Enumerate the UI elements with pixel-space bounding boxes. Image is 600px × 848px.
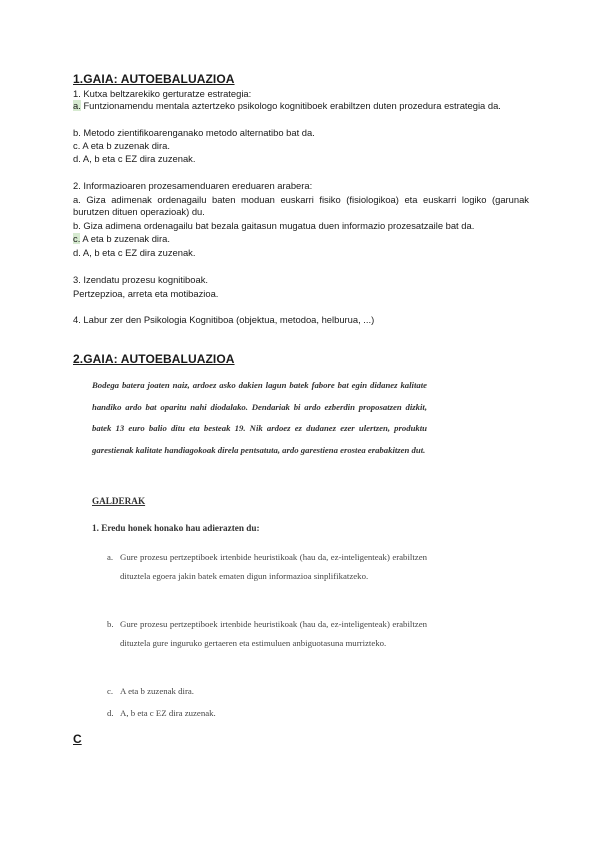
- section1-title: 1.GAIA: AUTOEBALUAZIOA: [73, 72, 235, 86]
- q1-option-d: d. A, b eta c EZ dira zuzenak.: [73, 153, 196, 164]
- q1-option-c: c. A eta b zuzenak dira.: [73, 140, 170, 151]
- option-text: A, b eta c EZ dira zuzenak.: [120, 708, 216, 718]
- option-text: A eta b zuzenak dira.: [120, 686, 195, 696]
- q3-stem: 3. Izendatu prozesu kognitiboak.: [73, 274, 208, 285]
- case-answer: C: [73, 732, 82, 746]
- option-letter: c.: [107, 686, 114, 696]
- q2-option-b: b. Giza adimena ordenagailu bat bezala gaitasun mugatua duen informazio prozesatzaile bat da.: [73, 220, 475, 231]
- case-option-c: [107, 682, 427, 701]
- q1-stem: 1. Kutxa beltzarekiko gerturatze estrategia:: [73, 88, 252, 99]
- case-question-1: 1. Eredu honek honako hau adierazten du:: [92, 523, 260, 533]
- q2-option-c-marker: c.: [73, 233, 81, 244]
- option-text: Gure prozesu pertzeptiboek irtenbide heuristikoak (hau da, ez-inteligenteak) erabiltzen dituztela gure inguruko gertaeren eta estimuluen anbiguotasuna murrizteko.: [120, 619, 427, 648]
- case-passage: Bodega batera joaten naiz, ardoez asko dakien lagun batek fabore bat egin didanez kalitate handiko ardo bat oparitu nahi diodalako. Dendariak bi ardo ezberdin proposatzen dizkit, batek 13 euro balio ditu eta besteak 19. Nik ardoez ez dudanez ezer ulertzen, produktu garestienak kalitate handiagokoak direla pentsatuta, ardo garestiena erostea erabakitzen dut.: [92, 380, 427, 455]
- q2-option-d: d. A, b eta c EZ dira zuzenak.: [73, 247, 196, 258]
- section2-title: 2.GAIA: AUTOEBALUAZIOA: [73, 352, 235, 366]
- q4-stem: 4. Labur zer den Psikologia Kognitiboa (objektua, metodoa, helburua, ...): [73, 314, 375, 325]
- case-option-d: [107, 704, 427, 723]
- q1-option-a: [73, 100, 529, 112]
- option-letter: a.: [107, 552, 114, 562]
- case-option-b: [107, 615, 427, 653]
- q1-option-a-text: Funtzionamendu mentala aztertzeko psikologo kognitiboek erabiltzen duten prozedura estrategia da.: [83, 100, 501, 111]
- option-text: Gure prozesu pertzeptiboek irtenbide heuristikoak (hau da, ez-inteligenteak) erabiltzen dituztela egoera jakin batek ematen digun informazioa sinplifikatzeko.: [120, 552, 427, 581]
- q2-option-a: a. Giza adimenak ordenagailu baten moduan euskarri fisiko (fisiologikoa) eta euskarri logiko (garunak burutzen dituen operazioak) du.: [73, 194, 529, 217]
- q1-option-a-marker: a.: [73, 100, 81, 111]
- q2-stem: 2. Informazioaren prozesamenduaren ereduaren arabera:: [73, 180, 313, 191]
- q2-option-c: [73, 233, 170, 245]
- q3-answer: Pertzepzioa, arreta eta motibazioa.: [73, 288, 219, 299]
- case-option-a: [107, 548, 427, 586]
- option-letter: b.: [107, 619, 114, 629]
- questions-heading: GALDERAK: [92, 496, 146, 506]
- option-letter: d.: [107, 708, 114, 718]
- q2-option-c-text: A eta b zuzenak dira.: [82, 233, 170, 244]
- q1-option-b: b. Metodo zientifikoarenganako metodo alternatibo bat da.: [73, 127, 315, 138]
